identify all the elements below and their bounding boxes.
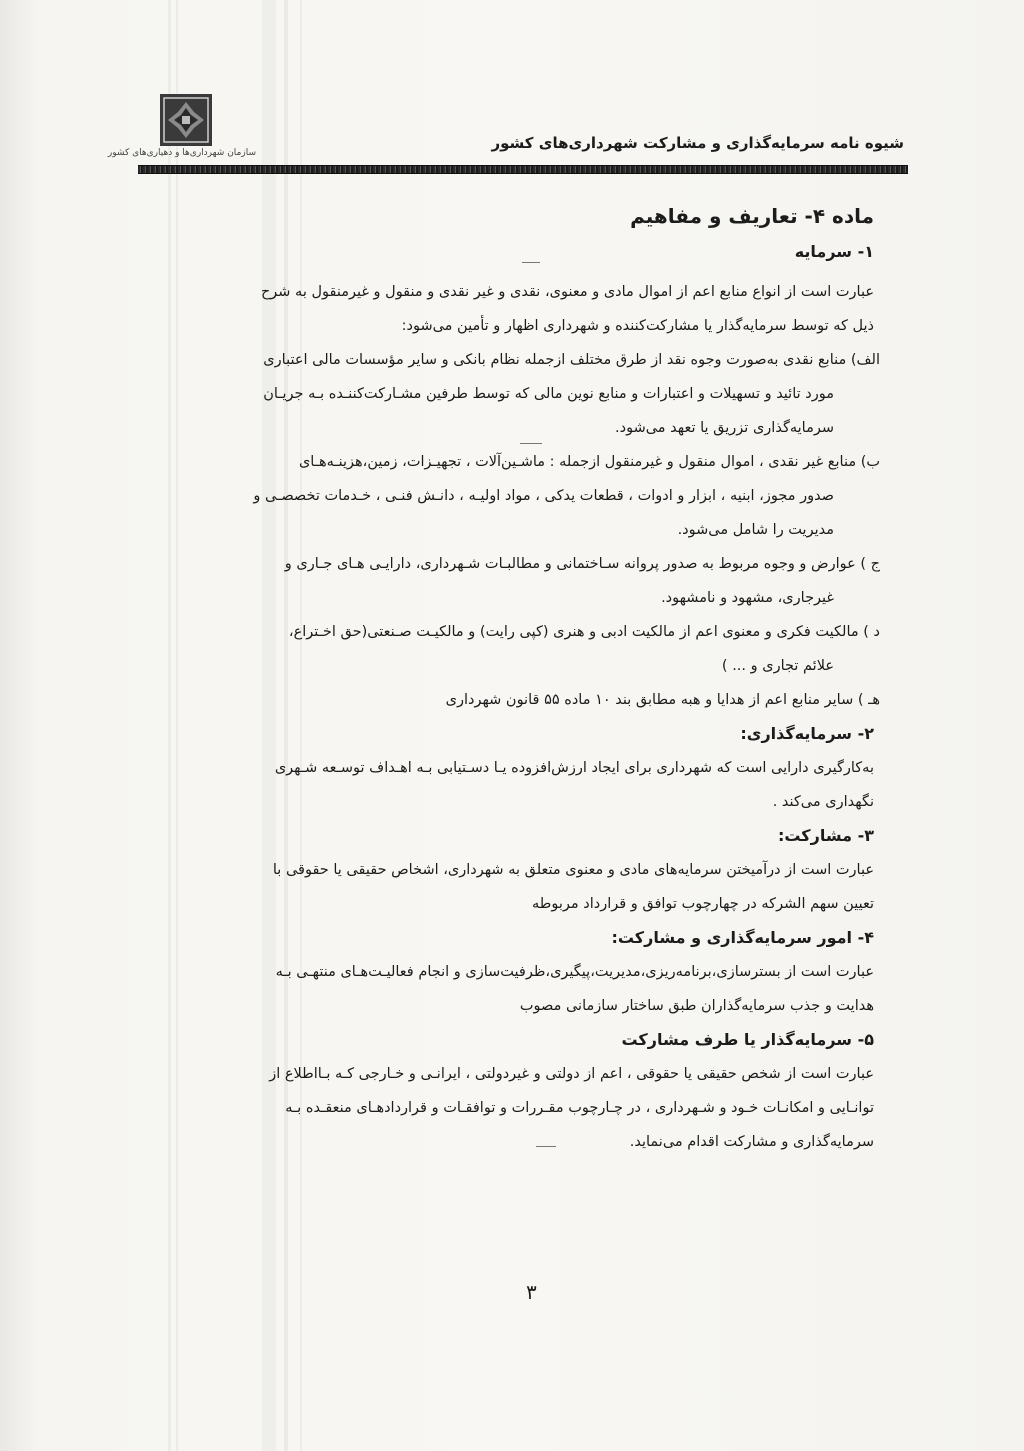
scan-artifact bbox=[284, 0, 288, 1451]
paragraph-line: ب) منابع غیر نقدی ، اموال منقول و غیرمنقول ازجمله : ماشـین‌آلات ، تجهیـزات، زمین،هزینـه‌هـای bbox=[298, 454, 880, 470]
paragraph-line: د ) مالکیت فکری و معنوی اعم از مالکیت ادبی و هنری (کپی رایت) و مالکیـت صـنعتی(حق اخـتراع، bbox=[288, 624, 880, 640]
document-header-title: شیوه نامه سرمایه‌گذاری و مشارکت شهرداری‌های کشور bbox=[491, 134, 904, 152]
paragraph-line: غیرجاری، مشهود و نامشهود. bbox=[661, 590, 834, 606]
scan-mark bbox=[522, 262, 540, 263]
paragraph-line: ج ) عوارض و وجوه مربوط به صدور پروانه سـاختمانی و مطالبـات شـهرداری، دارایـی هـای جـاری و bbox=[284, 556, 880, 572]
paragraph-line: الف) منابع نقدی به‌صورت وجوه نقد از طرق مختلف ازجمله نظام بانکی و سایر مؤسسات مالی اعتباری bbox=[263, 352, 880, 368]
paragraph-line: عبارت است از درآمیختن سرمایه‌های مادی و معنوی متعلق به شهرداری، اشخاص حقیقی یا حقوقی با bbox=[272, 862, 874, 878]
scan-mark bbox=[520, 443, 542, 444]
paragraph-line: به‌کارگیری دارایی است که شهرداری برای ایجاد ارزش‌افزوده یـا دسـتیابی بـه اهـداف توسـعه شـهری bbox=[274, 760, 874, 776]
section-heading: ۵- سرمایه‌گذار یا طرف مشارکت bbox=[621, 1030, 874, 1049]
scan-artifact bbox=[300, 0, 302, 1451]
scan-mark bbox=[536, 1146, 556, 1147]
section-heading: ۲- سرمایه‌گذاری: bbox=[740, 724, 874, 743]
section-heading: ۳- مشارکت: bbox=[777, 826, 874, 845]
section-heading: ۴- امور سرمایه‌گذاری و مشارکت: bbox=[611, 928, 874, 947]
article-title: ماده ۴- تعاریف و مفاهیم bbox=[630, 204, 874, 228]
paragraph-line: عبارت است از انواع منابع اعم از اموال مادی و معنوی، نقدی و غیر نقدی و منقول و غیرمنقول به شرح bbox=[260, 284, 874, 300]
section-heading: ۱- سرمایه bbox=[794, 242, 874, 261]
paragraph-line: هـ ) سایر منابع اعم از هدایا و هبه مطابق بند ۱۰ ماده ۵۵ قانون شهرداری bbox=[445, 692, 880, 708]
scan-artifact bbox=[262, 0, 276, 1451]
header-divider bbox=[138, 165, 908, 174]
page-number: ۳ bbox=[526, 1280, 537, 1304]
paragraph-line: مدیریت را شامل می‌شود. bbox=[677, 522, 834, 538]
organization-logo-icon bbox=[160, 94, 212, 146]
paragraph-line: صدور مجوز، ابنیه ، ابزار و ادوات ، قطعات یدکی ، مواد اولیـه ، دانـش فنـی ، خـدمات تخصصـی و bbox=[253, 488, 834, 504]
paragraph-line: عبارت است از بسترسازی،برنامه‌ریزی،مدیریت،پیگیری،ظرفیت‌سازی و انجام فعالیـت‌هـای منتهـی بـه bbox=[275, 964, 874, 980]
scan-artifact bbox=[176, 0, 178, 1451]
paragraph-line: هدایت و جذب سرمایه‌گذاران طبق ساختار سازمانی مصوب bbox=[519, 998, 874, 1014]
paragraph-line: مورد تائید و تسهیلات و اعتبارات و منابع نوین مالی که توسط طرفین مشـارکت‌کننـده بـه جریـان bbox=[263, 386, 834, 402]
scan-artifact bbox=[168, 0, 171, 1451]
paragraph-line: توانـایی و امکانـات خـود و شـهرداری ، در چـارچوب مقـررات و توافقـات و قراردادهـای منعقـده بـه bbox=[285, 1100, 874, 1116]
paragraph-line: سرمایه‌گذاری تزریق یا تعهد می‌شود. bbox=[615, 420, 834, 436]
paragraph-line: عبارت است از شخص حقیقی یا حقوقی ، اعم از دولتی و غیردولتی ، ایرانـی و خـارجی کـه بـااطلاع از bbox=[269, 1066, 874, 1082]
paragraph-line: علائم تجاری و ... ) bbox=[721, 658, 834, 674]
paragraph-line: تعیین سهم الشرکه در چهارچوب توافق و قرارداد مربوطه bbox=[532, 896, 874, 912]
paragraph-line: نگهداری می‌کند . bbox=[772, 794, 874, 810]
logo-caption: سازمان شهرداری‌ها و دهیاری‌های کشور bbox=[107, 148, 256, 158]
paragraph-line: سرمایه‌گذاری و مشارکت اقدام می‌نماید. bbox=[629, 1134, 874, 1150]
paragraph-line: ذیل که توسط سرمایه‌گذار یا مشارکت‌کننده و شهرداری اظهار و تأمین می‌شود: bbox=[401, 318, 874, 334]
